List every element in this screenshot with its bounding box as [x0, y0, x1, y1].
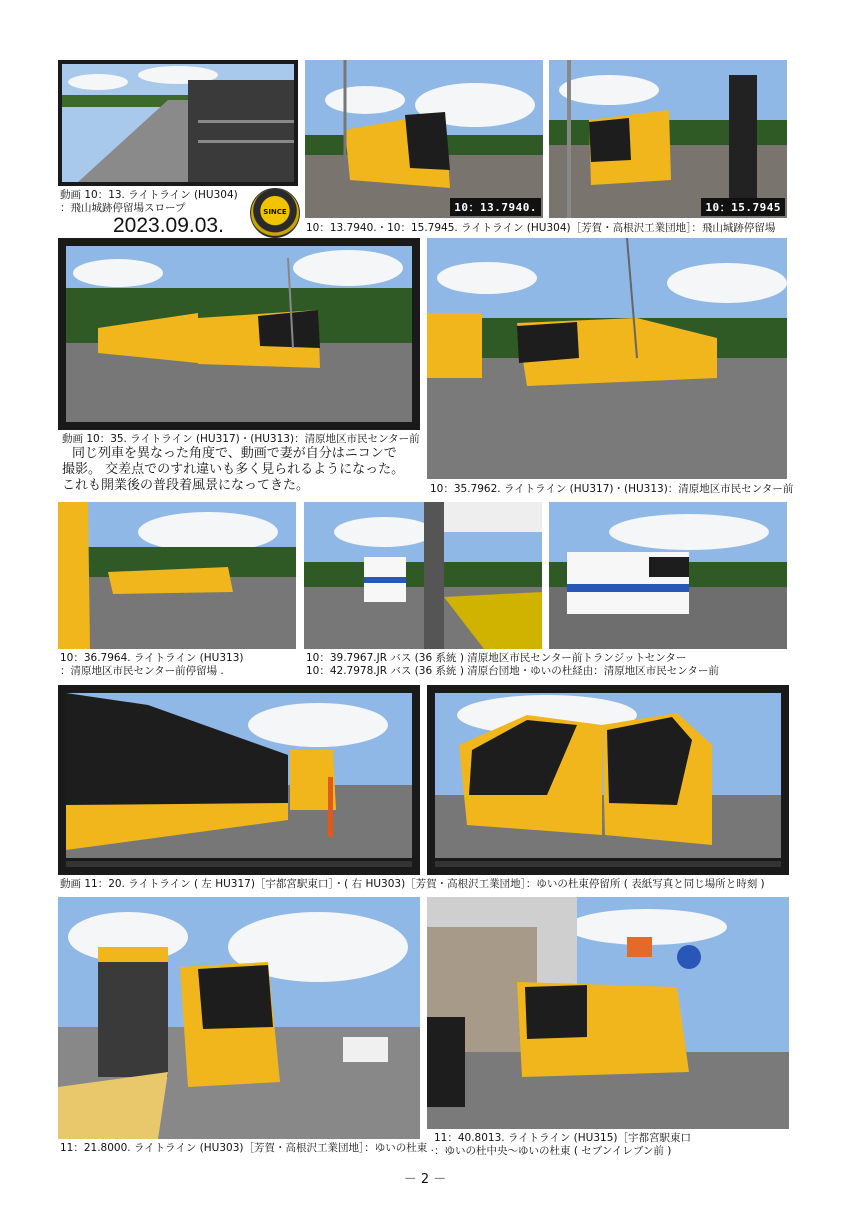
rail-club-logo-icon [250, 188, 300, 238]
photo-tram-hu303-platform [58, 897, 420, 1139]
caption-photos-2-3: 10：13.7940.・10：15.7945. ライトライン (HU304)［芳賀・高根沢工業団地］：飛山城跡停留場 [306, 222, 776, 234]
photo-video-trams-pass [58, 238, 420, 430]
date-label: 2023.09.03. [113, 214, 224, 237]
photo-video-yuinomori-left [58, 685, 420, 875]
timestamp-stamp: 10：15.7945 [701, 198, 785, 216]
caption-photo-12-line1: 11：40.8013. ライトライン (HU315)［宇都宮駅東口 [434, 1132, 691, 1144]
photo-tram-hu304-b [549, 60, 787, 218]
caption-photo-11: 11：21.8000. ライトライン (HU303)［芳賀・高根沢工業団地］：ゆいの杜東 . [60, 1142, 434, 1154]
photo-trams-hu317-hu313 [427, 238, 787, 479]
commentary-line2: 撮影。 交差点でのすれ違いも多く見られるようになった。 [62, 462, 405, 477]
caption-video-2: 動画 10：35. ライトライン (HU317)・(HU313)：清原地区市民センター前 [62, 433, 420, 445]
caption-photo-12-line2: ：ゆいの杜中央～ゆいの杜東 ( セブンイレブン前 ) [434, 1145, 672, 1157]
caption-video-1-line2: ：飛山城跡停留場スロープ [60, 202, 186, 214]
caption-video-3: 動画 11：20. ライトライン ( 左 HU317)［宇都宮駅東口］・( 右 HU303)［芳賀・高根沢工業団地］：ゆいの杜東停留所 ( 表紙写真と同じ場所と時刻 ) [60, 878, 765, 890]
caption-video-1-line1: 動画 10：13. ライトライン (HU304) [60, 189, 238, 201]
caption-photo-8: 10：42.7978.JR バス (36 系統 ) 清原台団地・ゆいの杜経由：清原地区市民センター前 [306, 665, 719, 677]
caption-photo-6-line2: ：清原地区市民センター前停留場 . [60, 665, 224, 677]
caption-photo-5: 10：35.7962. ライトライン (HU317)・(HU313)：清原地区市民センター前 [430, 483, 794, 495]
caption-photo-7: 10：39.7967.JR バス (36 系統 ) 清原地区市民センター前トランジットセンター [306, 652, 687, 664]
page-number: － 2 － [403, 1172, 447, 1187]
photo-tram-hu315-yuinomori [427, 897, 789, 1129]
photo-slope-walkway [58, 60, 298, 186]
photo-jr-bus-center [549, 502, 787, 649]
caption-photo-6-line1: 10：36.7964. ライトライン (HU313) [60, 652, 244, 664]
commentary-line1: 同じ列車を異なった角度で、動画で妻が自分はニコンで [72, 446, 397, 461]
photo-video-yuinomori-right [427, 685, 789, 875]
photo-jr-bus-transit [304, 502, 542, 649]
logo-text: SINCE [263, 208, 287, 216]
photo-tram-hu313-stop [58, 502, 296, 649]
timestamp-stamp: 10：13.7940. [450, 198, 541, 216]
photo-tram-hu304-a [305, 60, 543, 218]
commentary-line3: これも開業後の普段着風景になってきた。 [62, 478, 310, 493]
